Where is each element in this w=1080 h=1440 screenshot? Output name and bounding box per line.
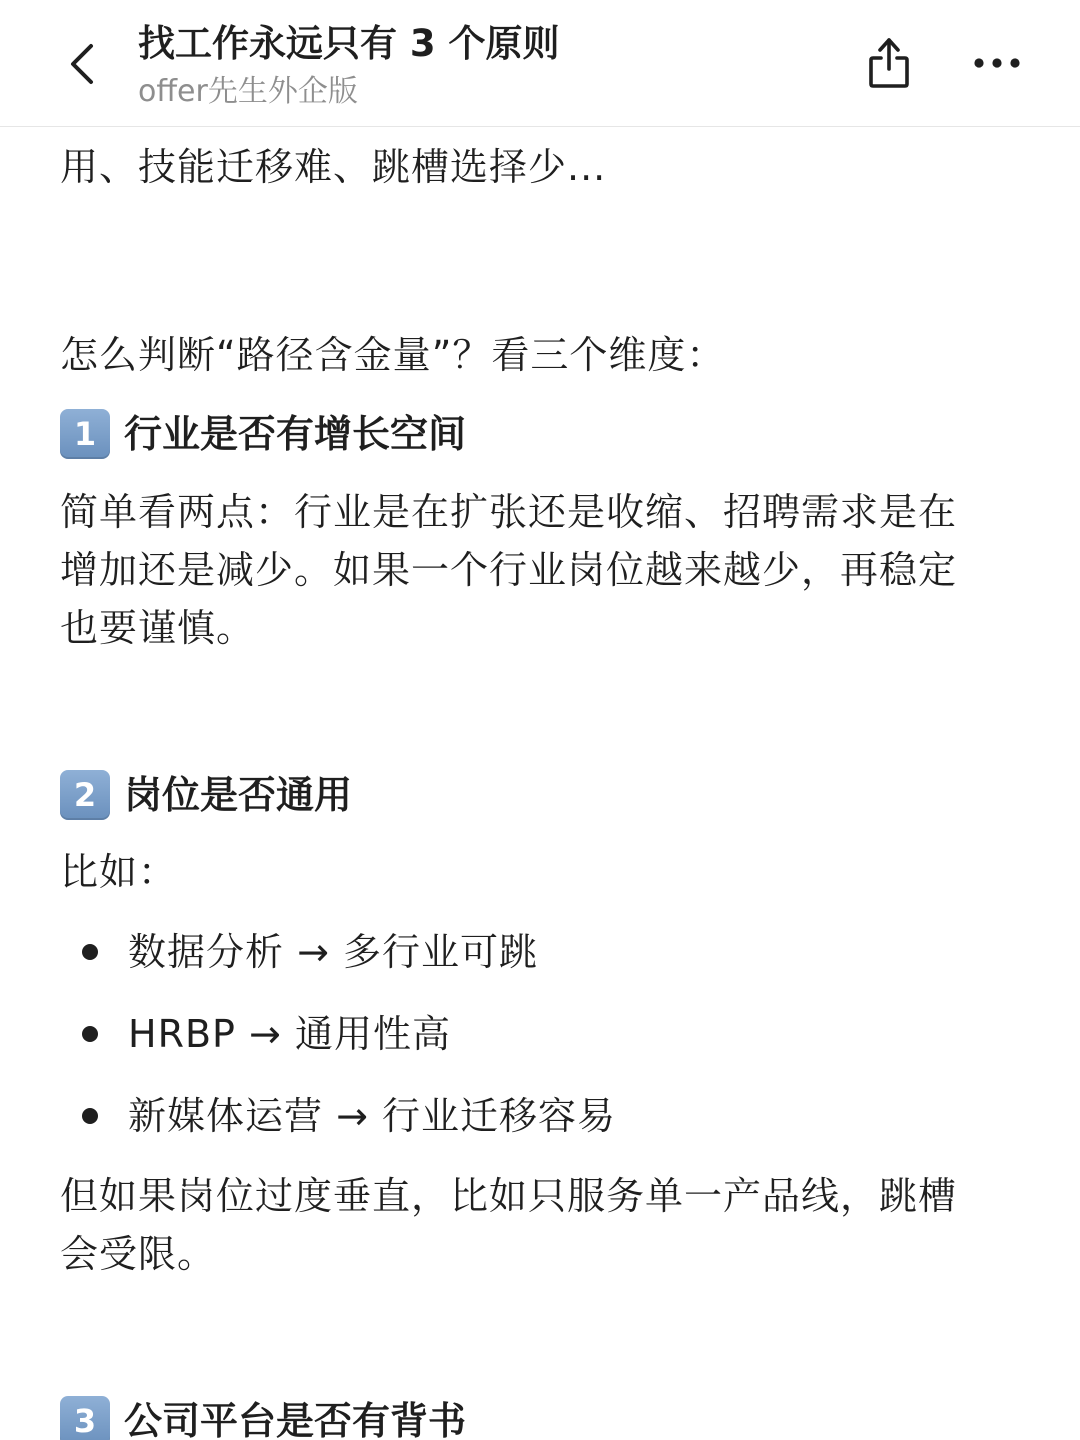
- share-button[interactable]: [858, 30, 920, 96]
- list-item-text: 新媒体运营 → 行业迁移容易: [128, 1094, 616, 1138]
- header-titles: [138, 20, 560, 112]
- body-line: 会受限。: [60, 1232, 217, 1276]
- section-heading-3: [60, 1391, 1020, 1440]
- list-item: [60, 923, 1020, 981]
- bullet-dot-icon: [82, 1026, 98, 1042]
- number-badge-2: 2: [60, 770, 110, 820]
- author-name[interactable]: offer先生外企版: [138, 74, 358, 109]
- section-tail-2: [60, 1167, 1020, 1283]
- list-item-text: HRBP → 通用性高: [128, 1012, 451, 1056]
- chevron-left-icon: [67, 42, 97, 86]
- share-icon: [867, 36, 911, 90]
- bullet-list: [60, 923, 1020, 1145]
- number-badge-1: 1: [60, 409, 110, 459]
- body-line: 但如果岗位过度垂直，比如只服务单一产品线，跳槽: [60, 1174, 958, 1218]
- back-button[interactable]: [52, 30, 112, 98]
- bullet-dot-icon: [82, 944, 98, 960]
- section-title-3: 公司平台是否有背书: [124, 1399, 467, 1440]
- section-lead-2: 比如：: [60, 850, 178, 894]
- more-horizontal-icon: [973, 57, 1021, 69]
- bullet-dot-icon: [82, 1108, 98, 1124]
- question-line: 怎么判断“路径含金量”？看三个维度：: [60, 333, 726, 377]
- intro-line: 用、技能迁移难、跳槽选择少...: [60, 145, 607, 189]
- section-heading-2: [60, 765, 1020, 825]
- list-item-text: 数据分析 → 多行业可跳: [128, 930, 538, 974]
- page-title: 找工作永远只有 3 个原则: [138, 22, 560, 65]
- list-item: [60, 1087, 1020, 1145]
- body-line: 简单看两点：行业是在扩张还是收缩、招聘需求是在: [60, 490, 958, 534]
- section-title-2: 岗位是否通用: [124, 773, 353, 817]
- body-line: 也要谨慎。: [60, 606, 256, 650]
- article-content: [60, 138, 1020, 1440]
- number-badge-3: 3: [60, 1396, 110, 1440]
- body-line: 增加还是减少。如果一个行业岗位越来越少，再稳定: [60, 548, 958, 592]
- section-heading-1: [60, 404, 1020, 464]
- top-navigation-bar: [0, 0, 1080, 127]
- section-title-1: 行业是否有增长空间: [124, 412, 467, 456]
- section-body-1: [60, 483, 1020, 657]
- list-item: [60, 1005, 1020, 1063]
- more-options-button[interactable]: [962, 40, 1032, 86]
